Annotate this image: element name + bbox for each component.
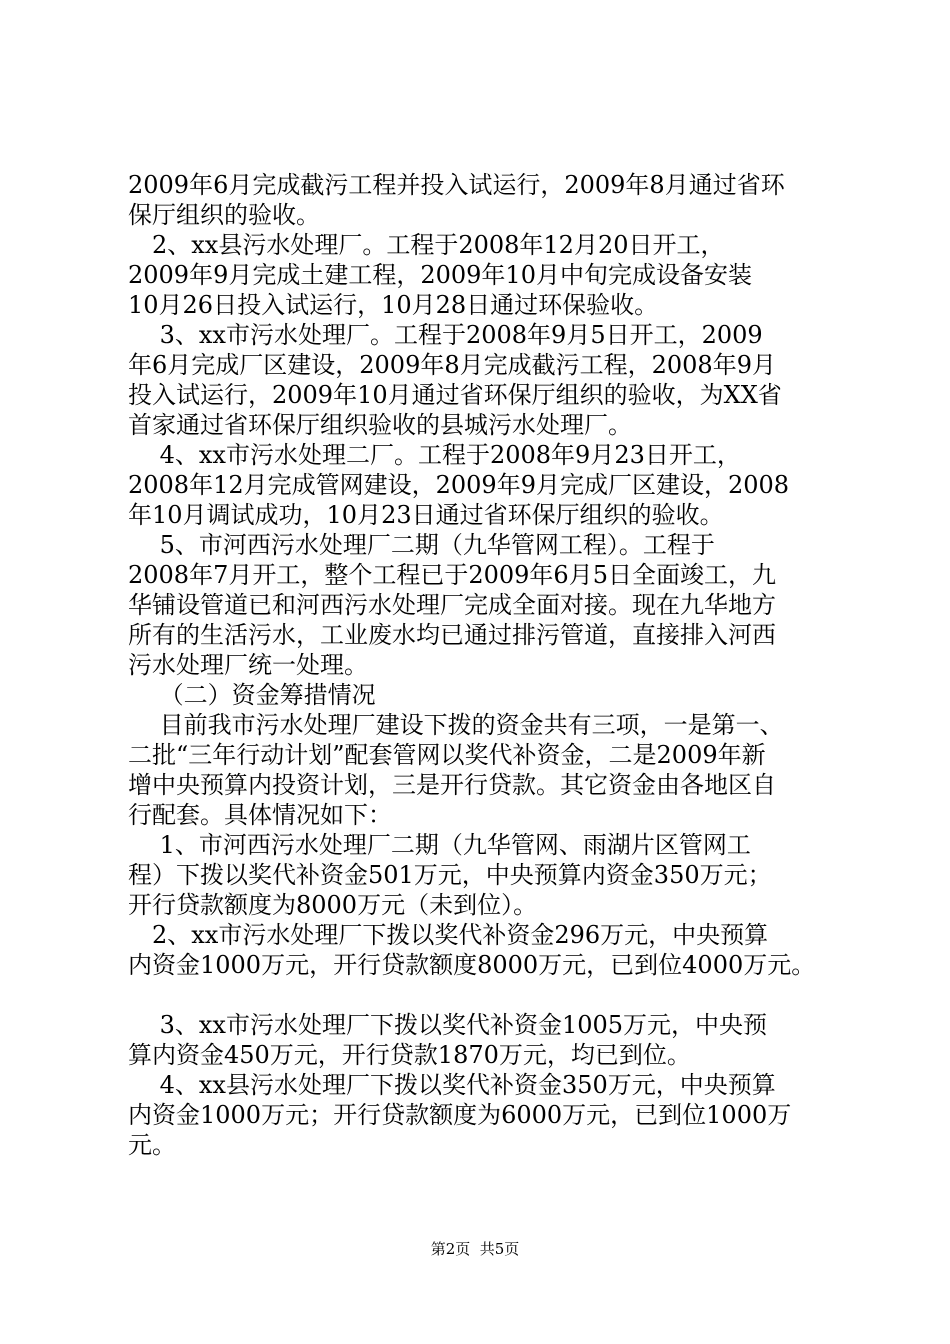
text-line: 年6月完成厂区建设，2009年8月完成截污工程，2008年9月 (128, 351, 776, 379)
text-line: 算内资金450万元，开行贷款1870万元，均已到位。 (128, 1041, 691, 1069)
text-line: 污水处理厂统一处理。 (128, 651, 368, 679)
text-line: 3、xx市污水处理厂。工程于2008年9月5日开工，2009 (128, 321, 763, 349)
text-line: 10月26日投入试运行，10月28日通过环保验收。 (128, 291, 659, 319)
text-line: 1、市河西污水处理厂二期（九华管网、雨湖片区管网工 (128, 831, 751, 859)
text-line: 增中央预算内投资计划，三是开行贷款。其它资金由各地区自 (128, 771, 776, 799)
text-line: 2008年12月完成管网建设，2009年9月完成厂区建设，2008 (128, 471, 790, 499)
text-line: 元。 (128, 1131, 176, 1159)
text-line: 年10月调试成功，10月23日通过省环保厅组织的验收。 (128, 501, 724, 529)
text-line: 4、xx市污水处理二厂。工程于2008年9月23日开工， (128, 441, 741, 469)
text-line: 2、xx县污水处理厂。工程于2008年12月20日开工， (128, 231, 725, 259)
text-line: 保厅组织的验收。 (128, 201, 320, 229)
text-line: 程）下拨以奖代补资金501万元，中央预算内资金350万元； (128, 861, 772, 889)
text-line: 2008年7月开工，整个工程已于2009年6月5日全面竣工，九 (128, 561, 776, 589)
document-body (128, 170, 848, 1160)
page-number-footer: 第2页 共5页 (430, 1240, 520, 1258)
text-line: 内资金1000万元，开行贷款额度8000万元，已到位4000万元。 (128, 951, 816, 979)
text-line: 4、xx县污水处理厂下拨以奖代补资金350万元，中央预算 (128, 1071, 776, 1099)
text-line: 首家通过省环保厅组织验收的县城污水处理厂。 (128, 411, 632, 439)
blank-line (128, 980, 848, 1010)
section-heading: （二）资金筹措情况 (128, 681, 376, 709)
text-line: 华铺设管道已和河西污水处理厂完成全面对接。现在九华地方 (128, 591, 776, 619)
text-line: 投入试运行，2009年10月通过省环保厅组织的验收，为XX省 (128, 381, 782, 409)
text-line: 内资金1000万元；开行贷款额度为6000万元，已到位1000万 (128, 1101, 792, 1129)
text-line: 2009年9月完成土建工程，2009年10月中旬完成设备安装 (128, 261, 752, 289)
text-line: 2、xx市污水处理厂下拨以奖代补资金296万元，中央预算 (128, 921, 769, 949)
text-line: 开行贷款额度为8000万元（未到位）。 (128, 891, 538, 919)
text-line: 5、市河西污水处理厂二期（九华管网工程）。工程于 (128, 531, 715, 559)
text-line: 2009年6月完成截污工程并投入试运行，2009年8月通过省环 (128, 171, 785, 199)
text-line: 目前我市污水处理厂建设下拨的资金共有三项，一是第一、 (128, 711, 784, 739)
text-line: 行配套。具体情况如下： (128, 801, 392, 829)
text-line: 所有的生活污水，工业废水均已通过排污管道，直接排入河西 (128, 621, 776, 649)
text-line: 二批“三年行动计划”配套管网以奖代补资金，二是2009年新 (128, 741, 766, 769)
text-line: 3、xx市污水处理厂下拨以奖代补资金1005万元，中央预 (128, 1011, 768, 1039)
